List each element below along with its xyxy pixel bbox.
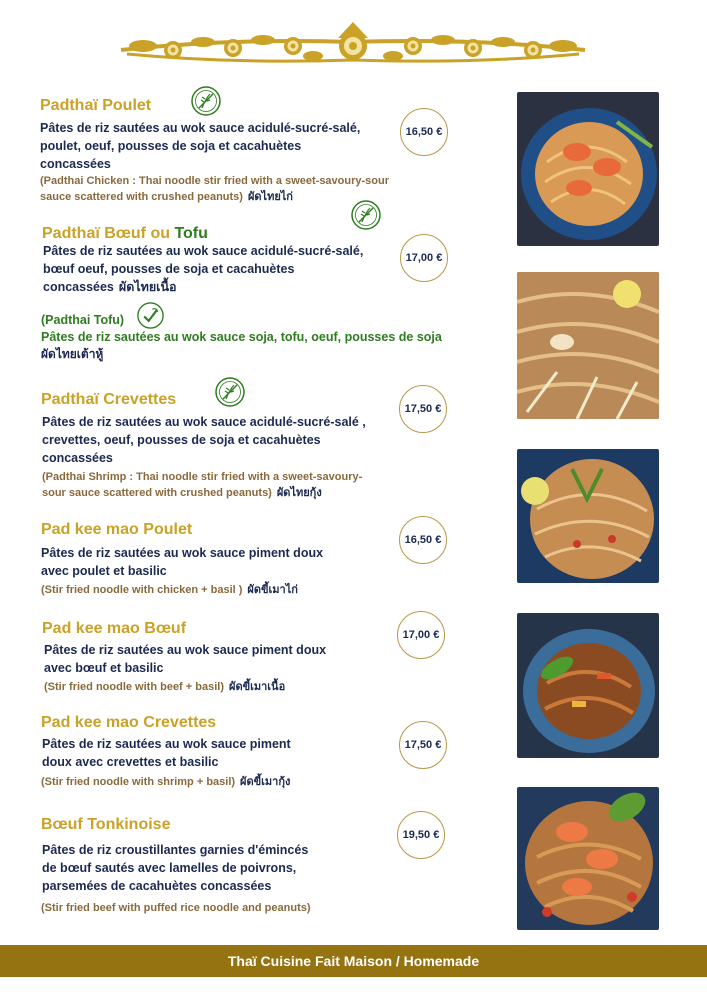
floral-ornament-icon: [113, 20, 593, 68]
item-thai-name: ผัดขี้เมากุ้ง: [240, 776, 291, 788]
gluten-free-icon: [191, 86, 221, 116]
item-english-note: (Stir fried noodle with chicken + basil ) ผัดขี้เมาไก่: [41, 584, 298, 596]
item-title: Padthaï Crevettes: [41, 391, 177, 408]
item-description: Pâtes de riz sautées au wok sauce piment doux avec poulet et basilic: [41, 546, 324, 578]
item-english-note: (Stir fried noodle with shrimp + basil) ผัดขี้เมากุ้ง: [41, 776, 291, 788]
item-thai-name: ผัดไทยไก่: [247, 191, 293, 203]
footer-banner: [0, 945, 707, 977]
price-badge: 17,50 €: [399, 721, 447, 769]
item-english-note: (Stir fried noodle with beef + basil) ผัดขี้เมาเนื้อ: [44, 681, 286, 693]
footer-text: Thaï Cuisine Fait Maison / Homemade: [227, 953, 480, 969]
price-badge: 17,00 €: [397, 611, 445, 659]
gluten-free-icon: [215, 377, 245, 407]
price-badge: 17,00 €: [400, 234, 448, 282]
item-title: Pad kee mao Bœuf: [42, 620, 187, 637]
price-badge: 17,50 €: [399, 385, 447, 433]
item-description: Pâtes de riz sautées au wok sauce acidulé-sucré-salé , crevettes, oeuf, pousses de soja et cacahuètes concassées: [42, 415, 366, 465]
price-badge: 16,50 €: [400, 108, 448, 156]
price-badge: 19,50 €: [397, 811, 445, 859]
item-title: Pad kee mao Poulet: [41, 521, 193, 538]
item-thai-name: ผัดไทยกุ้ง: [276, 487, 322, 499]
item-thai-name: ผัดไทยเต้าหู้: [41, 347, 104, 361]
dish-photo: [517, 272, 659, 419]
item-english-note: (Padthai Chicken : Thai noodle stir fried with a sweet-savoury-sour sauce scattered with crushed peanuts) ผัดไทยไก่: [40, 175, 390, 203]
price-badge: 16,50 €: [399, 516, 447, 564]
vegan-icon: [137, 302, 164, 329]
item-description: Pâtes de riz sautées au wok sauce piment doux avec crevettes et basilic: [42, 737, 291, 769]
item-description: Pâtes de riz sautées au wok sauce acidulé-sucré-salé, bœuf oeuf, pousses de soja et cacahuètes concassées ผัดไทยเนื้อ: [43, 244, 364, 294]
dish-photo: [517, 449, 659, 583]
item-title: Bœuf Tonkinoise: [41, 816, 171, 833]
gluten-free-icon: [351, 200, 381, 230]
item-english-note: (Stir fried beef with puffed rice noodle and peanuts): [41, 902, 311, 914]
tofu-variant-description: Pâtes de riz sautées au wok sauce soja, tofu, oeuf, pousses de soja: [41, 330, 442, 344]
item-thai-name: ผัดไทยเนื้อ: [118, 280, 177, 294]
item-thai-name: ผัดขี้เมาไก่: [247, 584, 298, 596]
item-description: Pâtes de riz croustillantes garnies d'émincés de bœuf sautés avec lamelles de poivrons, parsemées de cacahuètes concassées: [42, 843, 309, 893]
item-title: Padthaï Poulet: [40, 97, 152, 114]
item-english-note: (Padthai Shrimp : Thai noodle stir fried with a sweet-savoury- sour sauce scattered with crushed peanuts) ผัดไทยกุ้ง: [42, 471, 363, 499]
item-description: Pâtes de riz sautées au wok sauce piment doux avec bœuf et basilic: [44, 643, 327, 675]
dish-photo: [517, 92, 659, 246]
tofu-variant-label: (Padthai Tofu): [41, 313, 125, 327]
dish-photo: [517, 787, 659, 930]
item-title: Pad kee mao Crevettes: [41, 714, 217, 731]
item-description: Pâtes de riz sautées au wok sauce acidulé-sucré-salé, poulet, oeuf, pousses de soja et cacahuètes concassées: [40, 121, 361, 171]
item-thai-name: ผัดขี้เมาเนื้อ: [229, 681, 286, 693]
dish-photo: [517, 613, 659, 758]
item-title: Padthaï Bœuf ou Tofu: [42, 225, 208, 242]
